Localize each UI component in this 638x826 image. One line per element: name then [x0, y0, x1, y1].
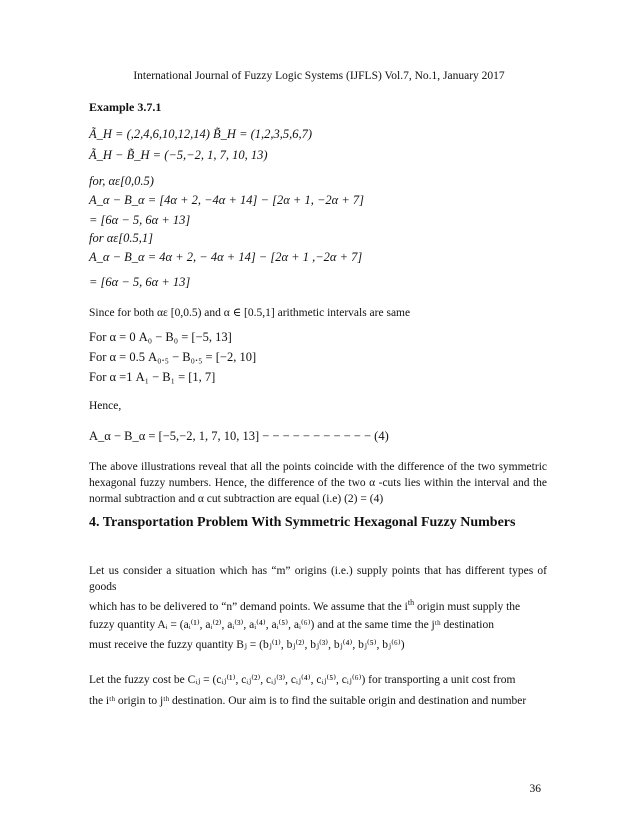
- result-equation: A_α − B_α = [−5,−2, 1, 7, 10, 13] − − − − − − − − − − − (4): [89, 429, 389, 443]
- equation-alpha-cut-1: A_α − B_α = [4α + 2, −4α + 14] − [2α + 1, −2α + 7]: [89, 193, 365, 207]
- hence-text: Hence,: [89, 400, 122, 412]
- equation-alpha-range-1: for, αε[0,0.5): [89, 174, 154, 188]
- equation-fuzzy-numbers: Ã_H = (,2,4,6,10,12,14) B̃_H = (1,2,3,5,6,7): [89, 127, 313, 141]
- equation-alpha-cut-2: A_α − B_α = 4α + 2, − 4α + 14] − [2α + 1 ,−2α + 7]: [89, 250, 363, 264]
- equation-alpha-result-1: = [6α − 5, 6α + 13]: [89, 213, 191, 227]
- equation-difference: Ã_H − B̃_H = (−5,−2, 1, 7, 10, 13): [89, 148, 268, 162]
- section-title: 4. Transportation Problem With Symmetric Hexagonal Fuzzy Numbers: [89, 515, 516, 530]
- case-alpha-half: For α = 0.5 A₀.₅ − B₀.₅ = [−2, 10]: [89, 350, 257, 364]
- paragraph-assumption-line3: must receive the fuzzy quantity Bⱼ = (bⱼ⁽¹⁾, bⱼ⁽²⁾, bⱼ⁽³⁾, bⱼ⁽⁴⁾, bⱼ⁽⁵⁾, bⱼ⁽⁶⁾): [89, 639, 405, 651]
- equation-alpha-range-2: for αε[0.5,1]: [89, 231, 153, 245]
- paragraph-cost-line2: the iᵗʰ origin to jᵗʰ destination. Our aim is to find the suitable origin and destination and number: [89, 695, 527, 707]
- running-header: International Journal of Fuzzy Logic Systems (IJFLS) Vol.7, No.1, January 2017: [133, 70, 505, 82]
- paragraph-cost-line1: Let the fuzzy cost be Cᵢⱼ = (cᵢⱼ⁽¹⁾, cᵢⱼ⁽²⁾, cᵢⱼ⁽³⁾, cᵢⱼ⁽⁴⁾, cᵢⱼ⁽⁵⁾, cᵢⱼ⁽⁶⁾) for transporting a unit cost from: [89, 674, 516, 686]
- assumption-superscript: th: [407, 598, 415, 607]
- illustration-paragraph: The above illustrations reveal that all the points coincide with the difference of the two symmetric hexagonal fuzzy numbers. Hence, the difference of the two α -cuts lies within the interval and the normal subtraction and α cut subtraction are equal (i.e) (2) = (4): [89, 461, 547, 505]
- since-text: Since for both αε [0,0.5) and α ∈ [0.5,1] arithmetic intervals are same: [89, 307, 411, 319]
- paragraph-assumption-line1: [89, 598, 520, 613]
- case-alpha-0: For α = 0 A₀ − B₀ = [−5, 13]: [89, 330, 232, 344]
- assumption-text-b: origin must supply the: [414, 600, 521, 613]
- case-alpha-1: For α =1 A₁ − B₁ = [1, 7]: [89, 370, 216, 384]
- assumption-text-a: which has to be delivered to “n” demand points. We assume that the i: [89, 600, 408, 613]
- example-title: Example 3.7.1: [89, 100, 162, 114]
- paragraph-intro: Let us consider a situation which has “m” origins (i.e.) supply points that has different types of goods: [89, 565, 547, 593]
- page-number: 36: [529, 783, 541, 795]
- paragraph-assumption-line2: fuzzy quantity Aᵢ = (aᵢ⁽¹⁾, aᵢ⁽²⁾, aᵢ⁽³⁾, aᵢ⁽⁴⁾, aᵢ⁽⁵⁾, aᵢ⁽⁶⁾) and at the same time the jᵗʰ destination: [89, 619, 494, 631]
- equation-alpha-result-2: = [6α − 5, 6α + 13]: [89, 275, 191, 289]
